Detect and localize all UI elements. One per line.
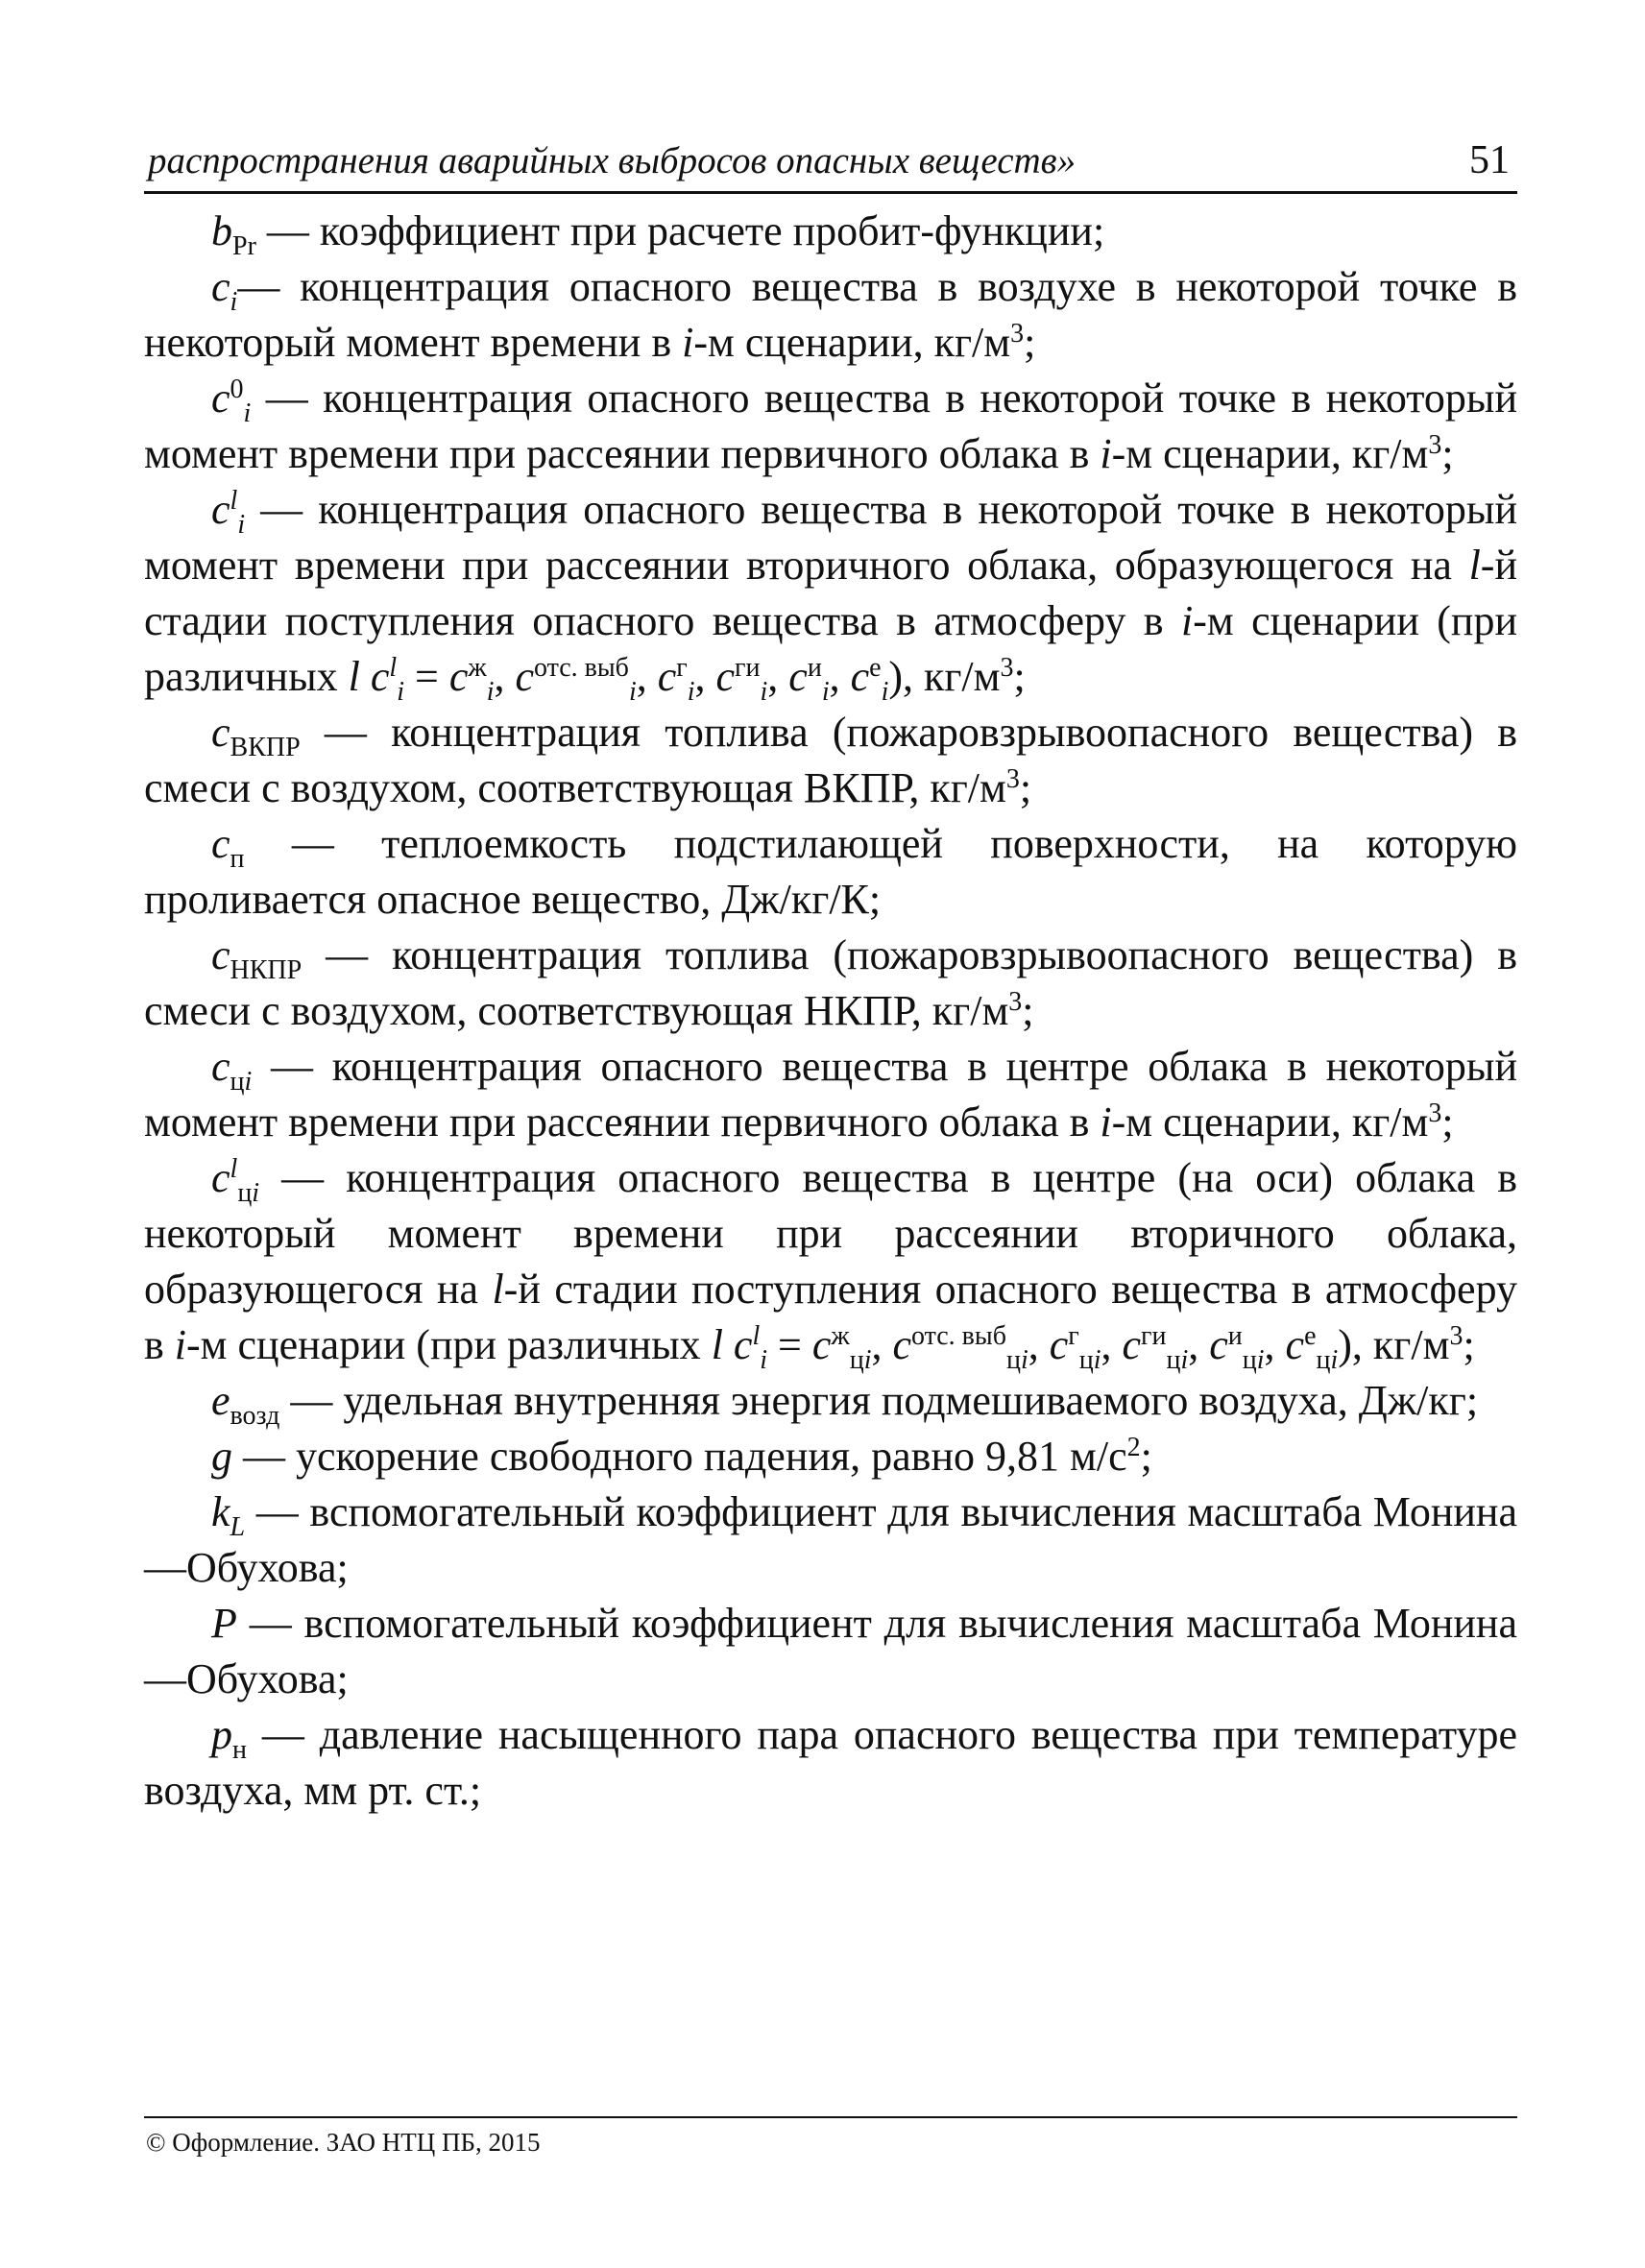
symbol: $c_{НКПР}$ [211, 931, 302, 985]
definition-c-nkpr: $c_{НКПР}$ — концентрация топлива (пожаровзрывоопасного вещества) в смеси с воздухом, соответствующая НКПР, $кг/м^3$; [144, 931, 1518, 1034]
definition-k-l: $k_L$ — вспомогательный коэффициент для вычисления масштаба Монина—Обухова; [144, 1488, 1518, 1591]
symbol-definitions [144, 204, 1517, 1819]
symbol: $c^l_i$ [211, 486, 246, 540]
definition-b-pr: $b_{Pr}$ — коэффициент при расчете пробит-функции; [211, 207, 1105, 261]
footer-rule [144, 2116, 1517, 2118]
symbol: $c^l_{цi}$ [211, 1154, 260, 1208]
definition-e-vozd: $e_{возд}$ — удельная внутренняя энергия подмешиваемого воздуха, Дж/кг; [211, 1377, 1479, 1431]
symbol: $c_i$ [211, 263, 238, 317]
symbol: g [211, 1433, 232, 1480]
definition-p-n: $p_н$ — давление насыщенного пара опасного вещества при температуре воздуха, мм рт. ст.; [144, 1711, 1518, 1814]
definition-p: P — вспомогательный коэффициент для вычисления масштаба Монина—Обухова; [144, 1600, 1517, 1702]
symbol: $c^0_i$ [211, 374, 252, 428]
definition-c0-i: $c^0_i$ — концентрация опасного вещества в некоторой точке в некоторый момент времени при рассеянии первичного облака в i-м сценарии, $кг/м^3$; [144, 374, 1517, 477]
page-number: 51 [1469, 138, 1510, 182]
running-header-title: распространения аварийных выбросов опасных веществ» [148, 140, 1077, 181]
symbol: $e_{возд}$ [211, 1377, 280, 1431]
symbol: $c_{ВКПР}$ [211, 709, 301, 762]
definition-c-ci: $c_{цi}$ — концентрация опасного вещества в центре облака в некоторый момент времени при рассеянии первичного облака в i-м сценарии, $кг/м^3$; [144, 1043, 1517, 1146]
formula-symbol: $c^l_i$ [733, 1321, 768, 1375]
header-rule [144, 191, 1517, 194]
symbol: $b_{Pr}$ [211, 207, 256, 261]
symbol: $k_L$ [211, 1488, 246, 1542]
running-header [144, 139, 1517, 189]
definition-cl-i: $c^l_i$ — концентрация опасного вещества в некоторой точке в некоторый момент времени при рассеянии вторичного облака, образующегося на l-й стадии поступления опасного вещества в атмосферу в i-м сценарии (при различных l $c^l_i = c^ж_i$, $c^{отс. выб}_i$, $c^г_i$, $c^{ги}_i$, $c^и_i$, $c^е_i$), $кг/м^3$; [144, 486, 1518, 707]
definition-g: g — ускорение свободного падения, равно 9,81 $м/с^2$; [211, 1433, 1152, 1480]
symbol: P [211, 1600, 237, 1647]
symbol: $c_{цi}$ [211, 1043, 253, 1097]
symbol: $p_н$ [211, 1711, 247, 1765]
definition-c-i: $c_i—$ концентрация опасного вещества в воздухе в некоторой точке в некоторый момент времени в i-м сценарии, $кг/м^3$; [144, 263, 1517, 366]
footer-copyright: © Оформление. ЗАО НТЦ ПБ, 2015 [146, 2128, 541, 2157]
formula-symbol: $c^l_i$ [370, 653, 404, 707]
symbol: $c_п$ [211, 820, 245, 874]
definition-c-vkpr: $c_{ВКПР}$ — концентрация топлива (пожаровзрывоопасного вещества) в смеси с воздухом, соответствующая ВКПР, $кг/м^3$; [144, 709, 1518, 811]
definition-cl-ci: $c^l_{цi}$ — концентрация опасного вещества в центре (на оси) облака в некоторый момент времени при рассеянии вторичного облака, образующегося на l-й стадии поступления опасного вещества в атмосферу в i-м сценарии (при различных l $c^l_i = c^ж_{цi}$, $c^{отс. выб}_{цi}$, $c^г_{цi}$, $c^{ги}_{цi}$, $c^и_{цi}$, $c^е_{цi}$), $кг/м^3$; [144, 1154, 1518, 1375]
definition-c-p: $c_п$ — теплоемкость подстилающей поверхности, на которую проливается опасное вещество, Дж/кг/К; [144, 820, 1518, 923]
